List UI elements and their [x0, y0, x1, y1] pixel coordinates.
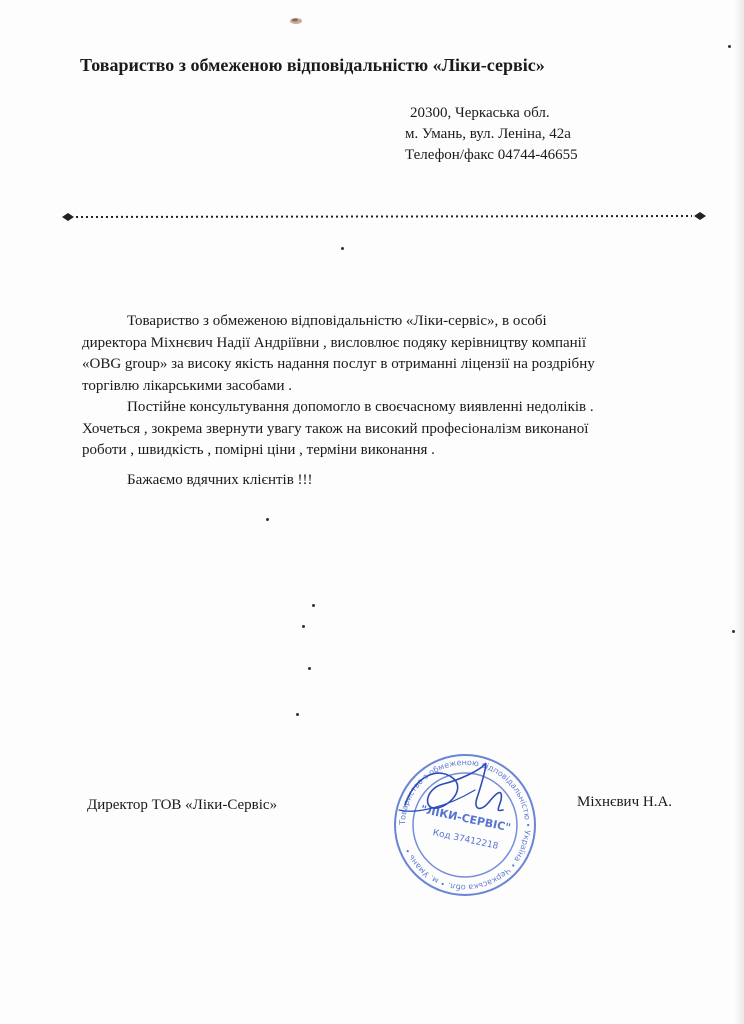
company-address [405, 103, 578, 166]
body-line: «OBG group» за високу якість надання послуг в отриманні ліцензії на роздрібну [82, 356, 595, 372]
speck [308, 667, 311, 670]
address-line: 20300, Черкаська обл. [410, 105, 550, 121]
address-line: Телефон/факс 04744-46655 [405, 147, 578, 163]
paper-mark [288, 16, 304, 25]
stamp-code-text: Код 37412218 [431, 828, 500, 852]
speck [732, 630, 735, 633]
scan-edge-shadow [734, 0, 744, 1024]
body-line: Хочеться , зокрема звернути увагу також на високий професіоналізм виконаної [82, 420, 589, 437]
signatory-name: Міхнєвич Н.А. [577, 794, 673, 810]
address-line: м. Умань, вул. Леніна, 42а [405, 126, 571, 142]
stamp-center-text: "ЛІКИ-СЕРВІС" [419, 802, 512, 835]
letter-body [82, 311, 682, 462]
body-line: торгівлю лікарськими засобами . [82, 377, 293, 394]
speck [312, 604, 315, 607]
company-stamp [385, 750, 545, 900]
speck [341, 247, 344, 250]
body-line: Постійне консультування допомогло в своєчасному виявленні недоліків . [127, 399, 594, 415]
body-line: роботи , швидкість , помірні ціни , терміни виконання . [82, 442, 435, 458]
body-line: Товариство з обмеженою відповідальністю «Ліки-сервіс», в особі [127, 313, 547, 329]
signatory-role: Директор ТОВ «Ліки-Сервіс» [87, 797, 278, 813]
speck [302, 625, 305, 628]
company-title: Товариство з обмеженою відповідальністю «Ліки-сервіс» [80, 55, 545, 75]
stamp-ring-text: Товариство з обмеженою відповідальністю • Україна • Черкаська обл. • м. Умань • [397, 757, 533, 893]
speck [728, 45, 731, 48]
speck [266, 518, 269, 521]
speck [296, 713, 299, 716]
body-line: директора Міхнєвич Надії Андріївни , висловлює подяку керівництву компанії [82, 334, 586, 351]
dotted-divider [62, 210, 706, 224]
closing-wishes: Бажаємо вдячних клієнтів !!! [127, 472, 313, 488]
